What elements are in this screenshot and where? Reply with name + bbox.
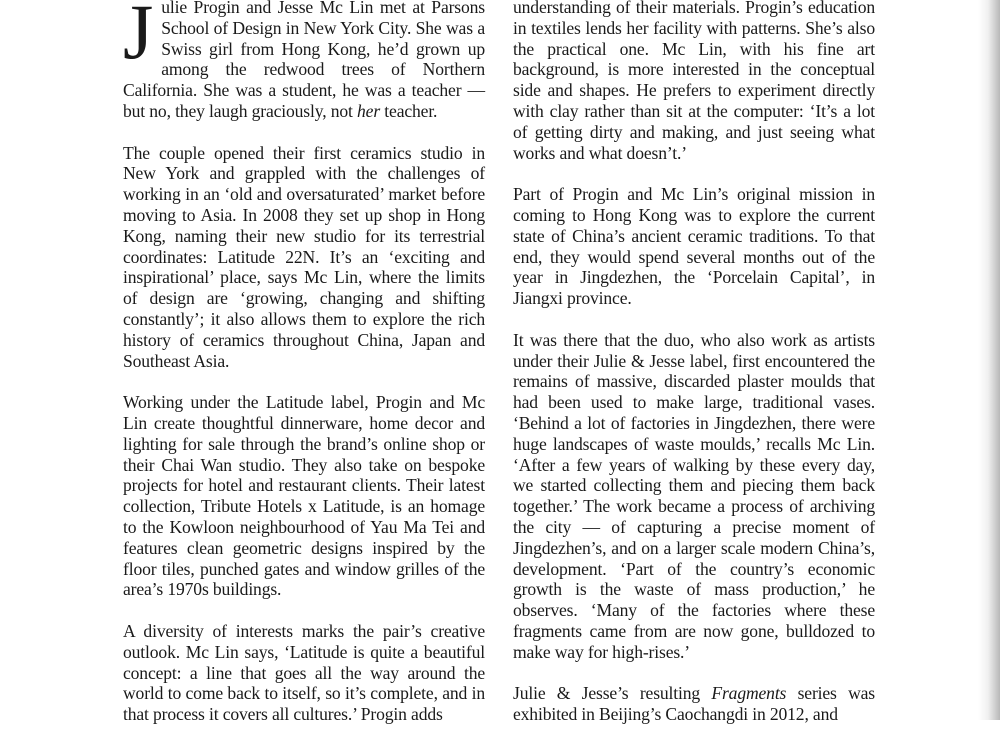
left-column bbox=[123, 0, 485, 746]
intro-text-end: teacher. bbox=[380, 100, 438, 121]
paragraph-moulds: It was there that the duo, who also work as artists under their Julie & Jesse label, first encountered the remains of massive, discarded plaster moulds that had been used to make large, traditional vases. ‘Behind a lot of factories in Jingdezhen, there were huge landscapes of waste moulds,’ recalls Mc Lin. ‘After a few years of walking by these every day, we started collecting them and piecing them back together.’ The work became a process of archiving the city — of capturing a precise moment of Jingdezhen’s, and on a larger scale modern China’s, development. ‘Part of the country’s economic growth is the waste of mass production,’ he observes. ‘Many of the factories where these fragments came from are now gone, bulldozed to make way for high-rises.’ bbox=[513, 329, 875, 662]
paragraph-materials: understanding of their materials. Progin’s education in textiles lends her facility with patterns. She’s also the practical one. Mc Lin, with his fine art background, is more interested in the conceptual side and shapes. He prefers to experiment directly with clay rather than sit at the computer: ‘It’s a lot of getting dirty and making, and just seeing what works and what doesn’t.’ bbox=[513, 0, 875, 163]
fragments-text: Julie & Jesse’s resulting bbox=[513, 683, 712, 704]
fragments-text-end: series was exhibited in Beijing’s Caochangdi in 2012, and bbox=[513, 683, 875, 725]
paragraph-latitude-label: Working under the Latitude label, Progin and Mc Lin create thoughtful dinnerware, home decor and lighting for sale through the brand’s online shop or their Chai Wan studio. They also take on bespoke projects for hotel and restaurant clients. Their latest collection, Tribute Hotels x Latitude, is an homage to the Kowloon neighbourhood of Yau Ma Tei and features clean geometric designs inspired by the floor tiles, punched gates and window grilles of the area’s 1970s buildings. bbox=[123, 392, 485, 600]
right-column bbox=[513, 0, 875, 746]
paragraph-creative-outlook: A diversity of interests marks the pair’s creative outlook. Mc Lin says, ‘Latitude is quite a beautiful concept: a line that goes all the way around the world to come back to itself, so it’s complete, and in that process it covers all cultures.’ Progin adds bbox=[123, 620, 485, 725]
intro-text: ulie Progin and Jesse Mc Lin met at Parsons School of Design in New York City. She was a Swiss girl from Hong Kong, he’d grown up among the redwood trees of Northern California. She was a student, he was a teacher — but no, they laugh graciously, not bbox=[123, 0, 485, 121]
drop-cap: J bbox=[123, 0, 154, 75]
intro-emphasis: her bbox=[357, 100, 381, 121]
paragraph-studio-history: The couple opened their first ceramics studio in New York and grappled with the challenges of working in an ‘old and oversaturated’ market before moving to Asia. In 2008 they set up shop in Hong Kong, naming their new studio for its terrestrial coordinates: Latitude 22N. It’s an ‘exciting and inspirational’ place, says Mc Lin, where the limits of design are ‘growing, changing and shifting constantly’; it also allows them to explore the rich history of ceramics throughout China, Japan and Southeast Asia. bbox=[123, 142, 485, 371]
page-edge-shadow bbox=[978, 0, 1000, 720]
paragraph-mission: Part of Progin and Mc Lin’s original mission in coming to Hong Kong was to explore the current state of China’s ancient ceramic traditions. To that end, they would spend several months out of the year in Jingdezhen, the ‘Porcelain Capital’, in Jiangxi province. bbox=[513, 184, 875, 309]
paragraph-intro bbox=[123, 0, 485, 122]
fragments-title: Fragments bbox=[711, 683, 787, 704]
paragraph-fragments bbox=[513, 683, 875, 725]
